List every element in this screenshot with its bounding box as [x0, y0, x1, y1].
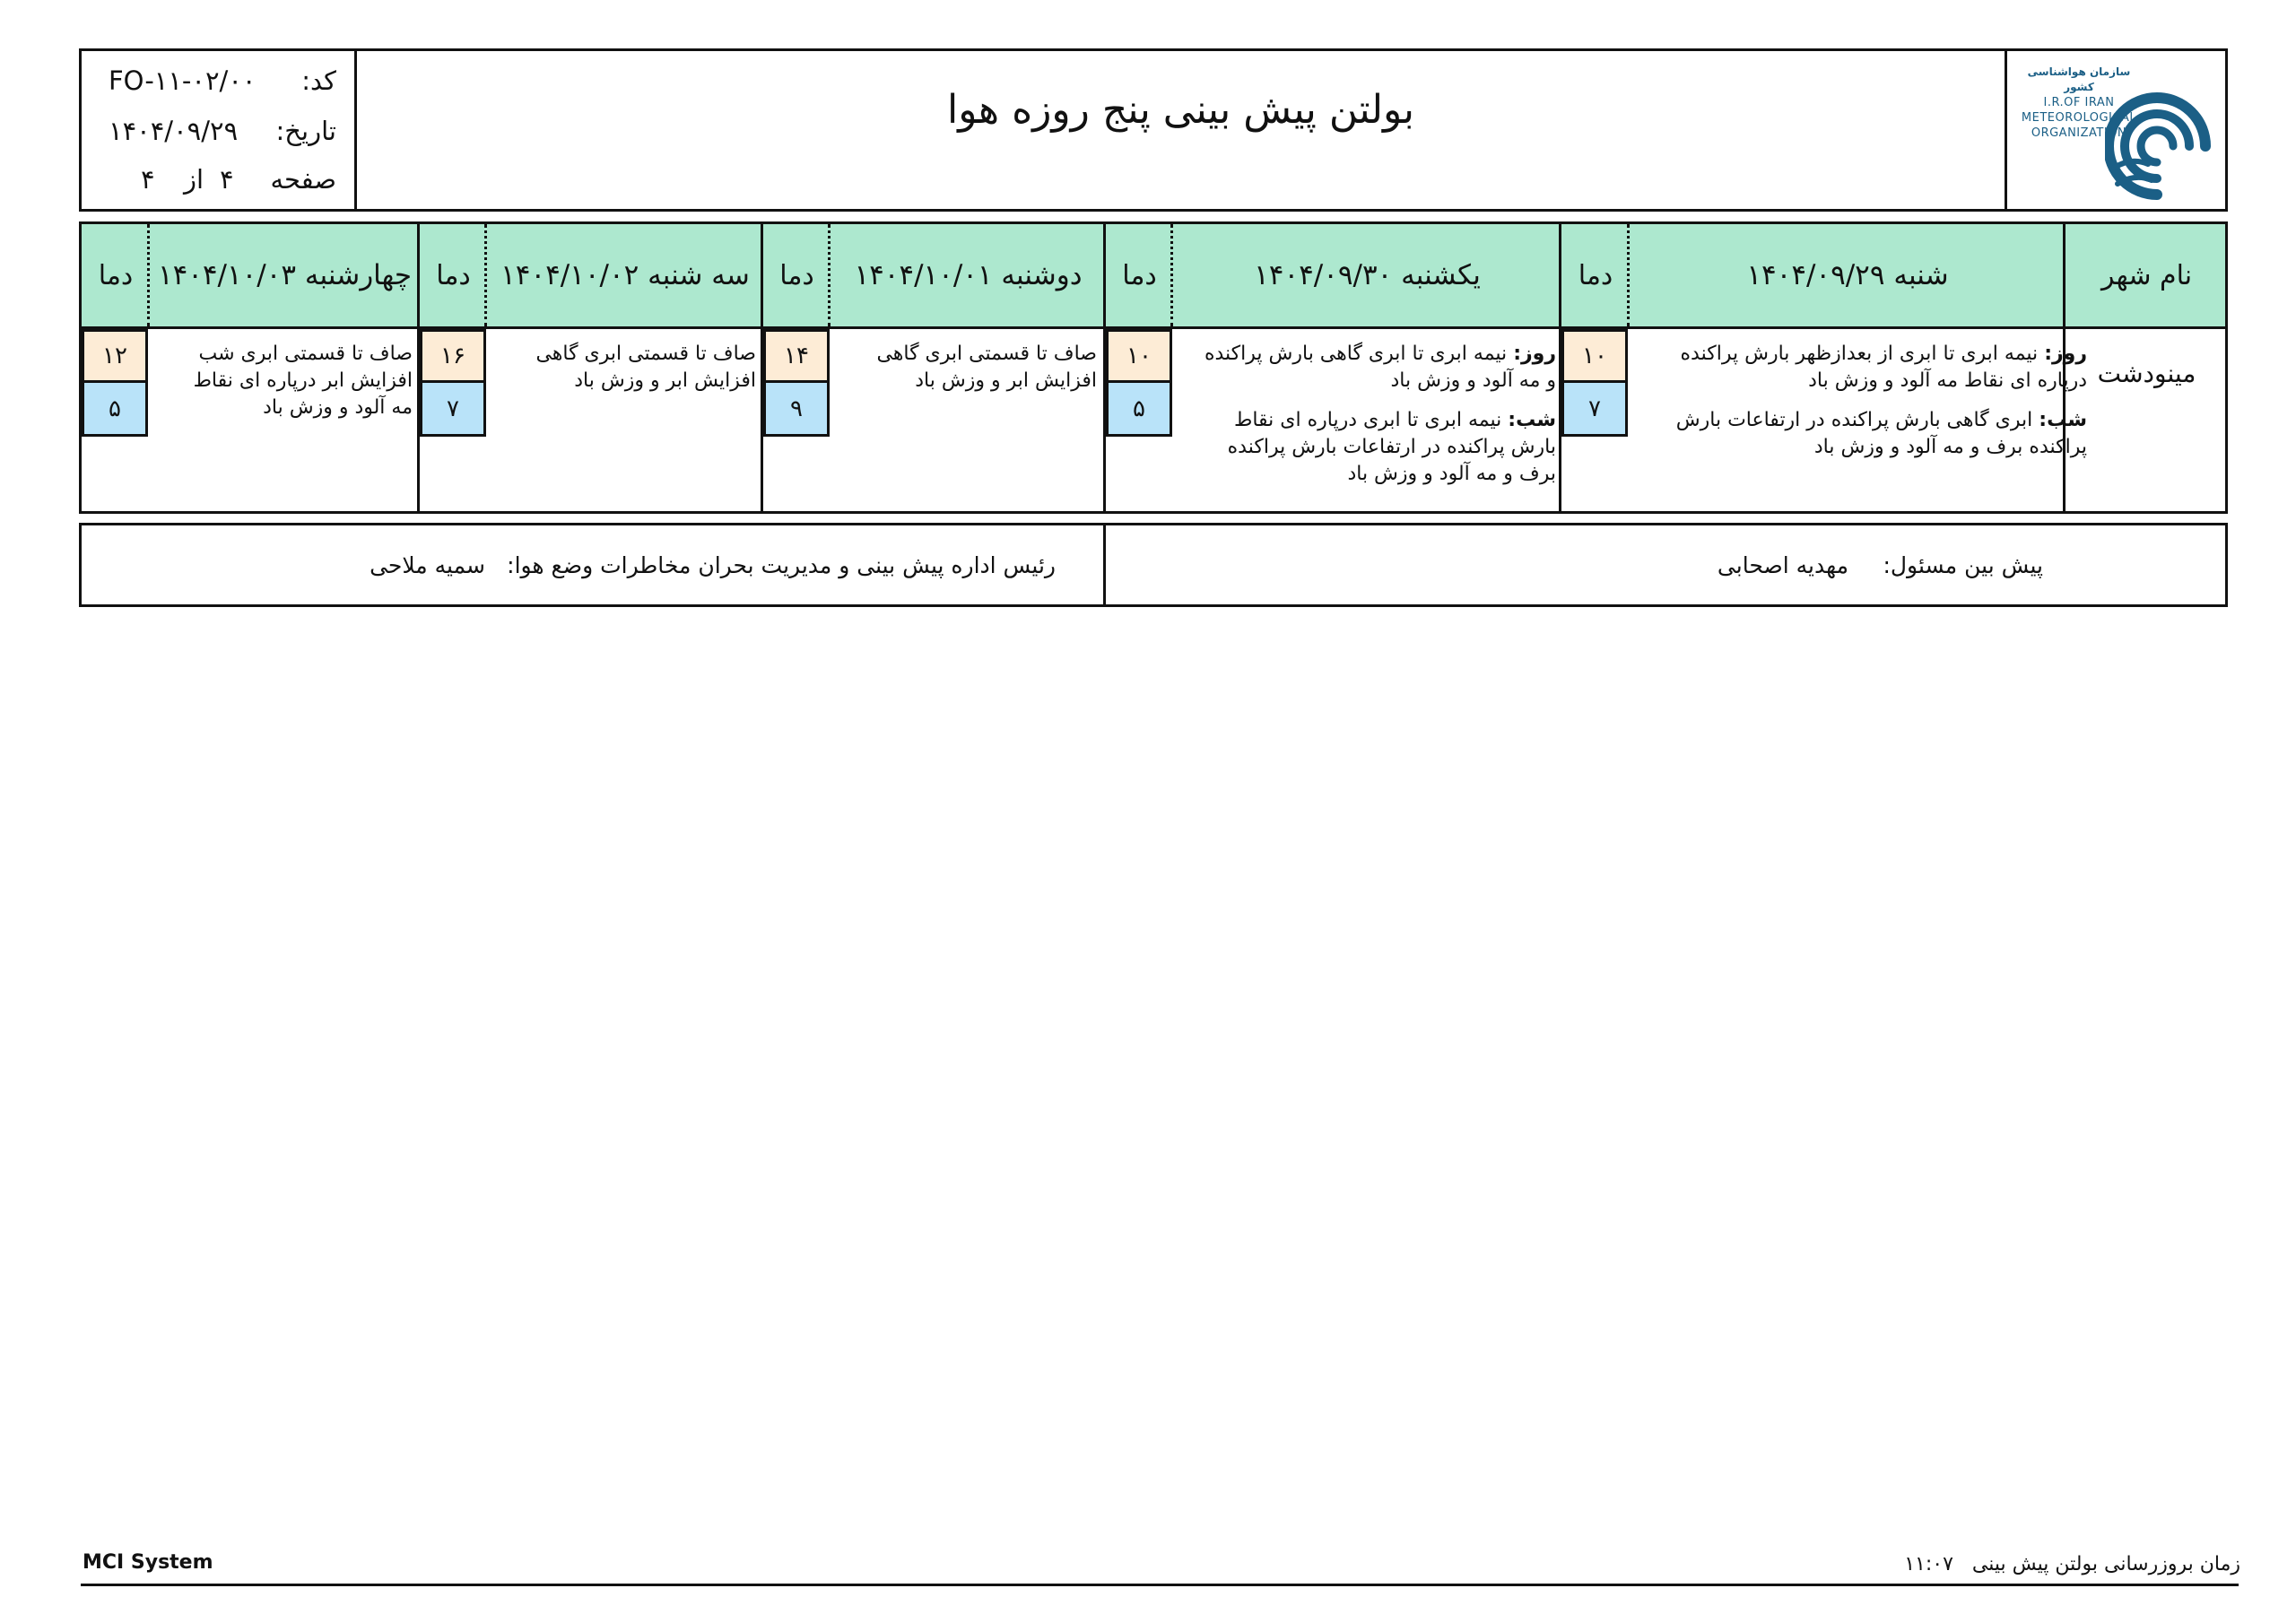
bulletin-header [79, 48, 2228, 212]
header-dotted-divider [828, 224, 831, 326]
date-row [82, 116, 354, 164]
header-dotted-divider [1170, 224, 1173, 326]
code-row [82, 65, 354, 114]
day1-day-forecast: روز: نیمه ابری تا ابری از بعدازظهر بارش پراکنده درپاره ای نقاط مه آلود و وزش باد [1680, 343, 2087, 392]
logo-en-line3: ORGANIZATION [2031, 126, 2127, 140]
signature-divider [1103, 525, 1106, 604]
day5-header: چهارشنبه ۱۴۰۴/۱۰/۰۳ [157, 259, 413, 291]
logo [2005, 51, 2225, 209]
day1-header: شنبه ۱۴۰۴/۰۹/۲۹ [1746, 259, 1949, 291]
day5-max-temp: ۱۲ [82, 329, 148, 383]
day2-max-temp: ۱۰ [1106, 329, 1172, 383]
day2-forecast [1196, 341, 1556, 488]
day2-day-forecast: روز: نیمه ابری تا ابری گاهی بارش پراکنده و مه آلود و وزش باد [1204, 343, 1556, 392]
logo-fa-text: سازمان هواشناسی کشور [2027, 65, 2131, 93]
page-total: ۴ [141, 164, 155, 195]
day2-night-forecast: شب: نیمه ابری تا ابری درپاره ای نقاط بارش پراکنده در ارتفاعات بارش پراکنده برف و مه آلود و وزش باد [1227, 409, 1556, 485]
date-value: ۱۴۰۴/۰۹/۲۹ [109, 116, 239, 146]
day4-temp-header: دما [436, 259, 471, 291]
footer-system: MCI System [83, 1551, 213, 1574]
header-dotted-divider [484, 224, 487, 326]
footer-update-time: ۱۱:۰۷ [1904, 1553, 1953, 1575]
day3-header: دوشنبه ۱۴۰۴/۱۰/۰۱ [854, 259, 1083, 291]
day1-forecast [1669, 341, 2087, 461]
footer-update [1904, 1553, 2240, 1575]
day3-max-temp: ۱۴ [763, 329, 830, 383]
date-label: تاریخ: [275, 116, 336, 146]
day3-temp-header: دما [779, 259, 814, 291]
day4-header: سه شنبه ۱۴۰۴/۱۰/۰۲ [500, 259, 750, 291]
day1-night-forecast: شب: ابری گاهی بارش پراکنده در ارتفاعات بارش پراکنده برف و مه آلود و وزش باد [1675, 409, 2087, 458]
day1-max-temp: ۱۰ [1561, 329, 1628, 383]
logo-en-line2: METEOROLOGICAL [2021, 111, 2137, 125]
code-value: FO-۱۱-۰۲/۰۰ [109, 65, 257, 96]
day4-max-temp: ۱۶ [420, 329, 486, 383]
day1-min-temp: ۷ [1561, 383, 1628, 437]
day5-forecast: صاف تا قسمتی ابری شب افزایش ابر درپاره ای نقاط مه آلود و وزش باد [193, 343, 413, 419]
day2-header: یکشنبه ۱۴۰۴/۰۹/۳۰ [1254, 259, 1481, 291]
meteorology-logo-icon [2105, 67, 2211, 202]
head-label: رئیس اداره پیش بینی و مدیریت بحران مخاطرات وضع هوا: [507, 552, 1056, 578]
page-of: از [184, 164, 204, 195]
footer-divider [81, 1584, 2239, 1586]
day2-temp-header: دما [1122, 259, 1157, 291]
page-title: بولتن پیش بینی پنج روزه هوا [946, 87, 1415, 133]
day4-forecast: صاف تا قسمتی ابری گاهی افزایش ابر و وزش باد [535, 343, 756, 392]
header-dotted-divider [1627, 224, 1630, 326]
forecaster-name: مهدیه اصحابی [1717, 552, 1848, 578]
forecast-table [79, 221, 2228, 514]
document-meta [82, 51, 357, 209]
signature-block [79, 523, 2228, 607]
head-name: سمیه ملاحی [370, 552, 485, 578]
day1-temp-header: دما [1578, 259, 1613, 291]
forecaster-label: پیش بین مسئول: [1883, 552, 2043, 578]
day5-min-temp: ۵ [82, 383, 148, 437]
header-dotted-divider [147, 224, 150, 326]
page-row [82, 164, 354, 213]
day-label: روز: [2044, 343, 2087, 365]
page-label: صفحه [270, 164, 336, 195]
table-header-row [82, 224, 2225, 329]
page-current: ۴ [220, 164, 234, 195]
city-name: مینودشت [2097, 359, 2196, 388]
day4-min-temp: ۷ [420, 383, 486, 437]
day5-temp-header: دما [98, 259, 134, 291]
day3-forecast: صاف تا قسمتی ابری گاهی افزایش ابر و وزش باد [876, 343, 1097, 392]
night-label: شب: [2039, 409, 2087, 431]
day-label: روز: [1513, 343, 1556, 365]
footer-update-label: زمان بروزرسانی بولتن پیش بینی [1971, 1553, 2240, 1575]
day3-min-temp: ۹ [763, 383, 830, 437]
day2-min-temp: ۵ [1106, 383, 1172, 437]
night-label: شب: [1508, 409, 1556, 431]
code-label: کد: [301, 65, 336, 96]
logo-en-line1: I.R.OF IRAN [2043, 96, 2115, 109]
city-header: نام شهر [2100, 259, 2193, 291]
